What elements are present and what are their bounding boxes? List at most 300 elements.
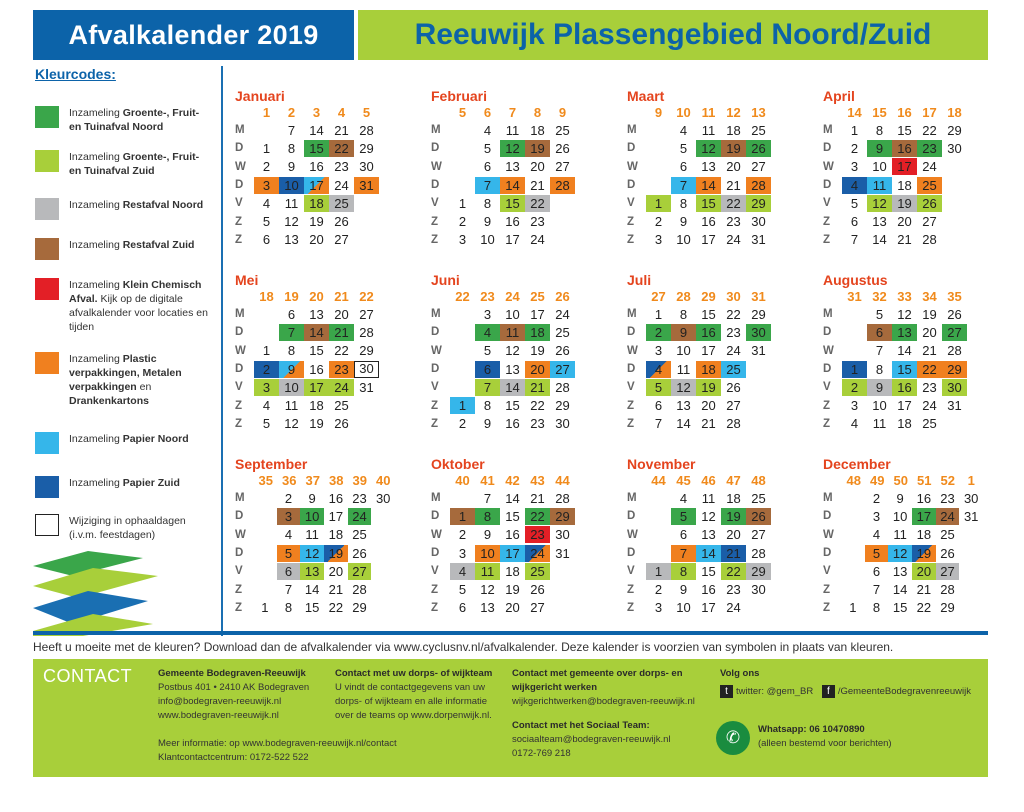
weekday-row [431,305,591,323]
day-cell: 22 [922,122,937,138]
day-cell: 25 [525,563,550,580]
weekday-label: D [627,363,636,376]
day-cell: 24 [555,306,570,322]
team-line-3: over de teams op www.dorpenwijk.nl. [335,710,492,721]
decorative-logo-waves [33,546,163,636]
day-cell: 2 [654,214,663,230]
day-cell [646,545,671,562]
day-cell: 18 [304,195,329,212]
weekday-label: W [235,344,246,357]
day-cell: 13 [892,324,917,341]
weekday-row [431,360,591,378]
day-cell [354,231,379,248]
day-cell: 13 [505,361,520,377]
day-cell: 19 [309,214,324,230]
day-cell [450,324,475,341]
day-cell [842,306,867,323]
region-title-text: Reeuwijk Plassengebied Noord/Zuid [414,18,932,51]
week-number: 22 [359,289,374,304]
day-cell: 16 [505,214,520,230]
twitter-icon: t [720,685,733,698]
weekday-row [627,526,787,544]
day-cell: 3 [254,379,279,396]
day-cell: 12 [867,195,892,212]
day-cell: 2 [458,527,467,543]
weekday-label: D [627,179,636,192]
day-cell: 6 [872,563,881,579]
month-name: Juni [431,272,460,288]
week-number: 51 [917,473,932,488]
day-cell: 23 [334,159,349,175]
day-cell: 19 [324,545,348,562]
week-number: 13 [751,105,766,120]
weekday-row [823,544,983,562]
weekday-row [823,599,983,617]
day-cell: 5 [850,195,859,211]
team-heading: Contact met uw dorps- of wijkteam [335,668,493,679]
day-cell: 11 [475,563,500,580]
weekday-row [823,378,983,396]
day-cell: 7 [671,177,696,194]
month-name: Mei [235,272,259,288]
weekday-label: Z [235,583,243,596]
day-cell: 27 [555,159,570,175]
day-cell: 10 [475,545,500,562]
day-cell: 27 [726,398,741,414]
weekday-label: Z [431,583,439,596]
weekday-row [627,323,787,341]
day-cell: 29 [942,361,967,378]
weekday-row [235,158,395,176]
weekday-label: D [235,510,244,523]
weekday-row [823,360,983,378]
weekday-row [431,415,591,433]
weekday-row [627,194,787,212]
day-cell: 15 [505,508,520,524]
day-cell: 15 [696,195,721,212]
week-number: 21 [334,289,349,304]
day-cell [746,415,771,432]
weekday-label: Z [627,399,635,412]
day-cell: 12 [888,545,912,562]
day-cell: 14 [892,582,908,598]
week-number: 6 [483,105,492,120]
weekday-row [235,489,395,507]
week-number: 33 [897,289,912,304]
day-cell [646,490,671,507]
day-cell: 4 [679,122,688,138]
day-cell: 27 [348,563,372,580]
day-cell: 21 [701,416,716,432]
day-cell: 20 [726,527,741,543]
weekday-row [235,415,395,433]
day-cell: 18 [696,361,721,378]
day-cell: 28 [751,545,766,561]
day-cell: 10 [676,343,691,359]
day-cell: 23 [329,361,354,378]
week-number: 48 [846,473,861,488]
day-cell: 13 [284,232,299,248]
day-cell: 17 [701,232,716,248]
day-cell: 2 [458,214,467,230]
weekday-label: W [823,344,834,357]
weekday-label: D [431,363,440,376]
day-cell: 1 [458,195,467,211]
weekday-row [823,212,983,230]
weekday-row [431,489,591,507]
weekday-label: Z [823,399,831,412]
month-name: December [823,456,891,472]
weekday-row [823,305,983,323]
day-cell: 26 [746,508,771,525]
day-cell: 7 [654,416,663,432]
month-januari [235,88,395,249]
contact-neighbourhood-work [512,667,695,761]
day-cell: 26 [555,343,570,359]
day-cell: 11 [676,361,691,377]
day-cell: 7 [284,582,293,598]
week-number: 35 [258,473,273,488]
weekday-label: D [823,510,832,523]
day-cell: 3 [850,159,859,175]
weekday-label: M [235,492,245,505]
weekday-label: Z [431,399,439,412]
day-cell: 5 [483,343,492,359]
month-name: Januari [235,88,285,104]
legend-label: Wijziging in ophaaldagen (i.v.m. feestdagen) [69,515,186,541]
day-cell: 20 [309,232,324,248]
day-cell [942,231,967,248]
weekday-row [823,580,983,598]
weekday-row [235,121,395,139]
day-cell: 19 [721,140,746,157]
legend-item [35,106,209,134]
legend-item [35,278,209,334]
weekday-label: D [823,363,832,376]
weekday-label: V [235,381,243,394]
weekday-row [823,176,983,194]
day-cell: 7 [671,545,696,562]
legend-label: Inzameling Groente-, Fruit- en Tuinafval Noord [69,107,200,133]
week-number: 18 [259,289,274,304]
day-cell: 25 [917,177,942,194]
weekday-row [823,139,983,157]
day-cell: 1 [849,600,857,616]
day-cell: 20 [505,600,520,616]
day-cell [746,397,771,414]
calendar-title [33,10,354,60]
weekday-row [823,526,983,544]
weekday-row [823,158,983,176]
day-cell: 23 [352,490,367,506]
weekday-label: D [431,142,440,155]
day-cell: 6 [262,232,271,248]
day-cell: 6 [679,527,688,543]
week-number: 41 [480,473,495,488]
day-cell: 30 [942,379,967,396]
weekday-label: V [235,197,243,210]
week-number: 34 [922,289,937,304]
day-cell: 8 [483,195,492,211]
day-cell: 31 [751,232,766,248]
day-cell: 21 [329,324,354,341]
day-cell: 17 [500,545,525,562]
day-cell: 24 [922,159,937,175]
day-cell [371,545,395,562]
weekday-label: Z [823,215,831,228]
day-cell [959,563,983,580]
day-cell: 6 [654,398,663,414]
day-cell: 5 [671,508,696,525]
weekday-label: M [823,308,833,321]
weekday-row [235,544,395,562]
weekday-label: Z [235,417,243,430]
weekday-label: D [823,142,832,155]
day-cell: 8 [287,343,296,359]
day-cell: 12 [701,508,716,524]
legend-label: Inzameling Klein Chemisch Afval. Kijk op de digitale afvalkalender voor locaties en tijden [69,279,208,333]
legend-item [35,514,209,542]
day-cell: 4 [872,527,881,543]
day-cell [646,140,671,157]
day-cell: 14 [872,232,887,248]
day-cell: 31 [963,508,979,524]
day-cell: 8 [679,306,688,322]
day-cell: 10 [676,232,691,248]
month-juni [431,272,591,433]
weekday-label: M [235,124,245,137]
social-team-email[interactable]: sociaalteam@bodegraven-reeuwijk.nl [512,734,671,745]
weekday-row [235,139,395,157]
day-cell: 10 [480,232,495,248]
day-cell: 26 [555,140,570,156]
day-cell: 24 [726,600,741,616]
social-team-heading: Contact met het Sociaal Team: [512,720,650,731]
week-number: 31 [847,289,862,304]
day-cell [550,231,575,248]
day-cell: 15 [309,343,324,359]
day-cell: 21 [530,177,545,193]
day-cell: 11 [500,324,525,341]
day-cell: 8 [875,361,884,377]
weekday-row [431,212,591,230]
municipality-email[interactable]: info@bodegraven-reeuwijk.nl [158,696,282,707]
day-cell: 1 [261,600,269,616]
day-cell: 22 [530,398,545,414]
day-cell: 4 [483,122,492,138]
day-cell: 23 [530,416,545,432]
day-cell: 6 [483,159,492,175]
weekday-row [431,526,591,544]
day-cell [842,342,867,359]
legend-item [35,352,209,408]
legend-swatch [35,106,59,128]
weekday-label: D [823,326,832,339]
weekday-label: Z [235,215,243,228]
day-cell: 20 [897,214,912,230]
day-cell: 29 [359,343,374,359]
week-number: 9 [558,105,567,120]
day-cell: 31 [555,545,570,561]
day-cell: 18 [726,490,741,506]
weekday-row [235,360,395,378]
day-cell: 25 [555,122,570,138]
weekday-row [627,305,787,323]
day-cell: 2 [262,159,271,175]
weekday-label: Z [235,233,243,246]
day-cell: 21 [721,545,746,562]
weekday-label: Z [627,233,635,246]
day-cell: 30 [746,324,771,341]
weekday-row [823,396,983,414]
day-cell: 28 [555,490,570,506]
day-cell [746,379,771,396]
day-cell: 27 [751,159,766,175]
month-april [823,88,983,249]
weekday-row [627,360,787,378]
day-cell: 7 [475,379,500,396]
day-cell: 1 [646,563,671,580]
day-cell [450,122,475,139]
day-cell [254,306,279,323]
week-number: 38 [329,473,344,488]
work-email[interactable]: wijkgerichtwerken@bodegraven-reeuwijk.nl [512,696,695,707]
weekday-row [627,139,787,157]
week-number: 18 [947,105,962,120]
day-cell [550,563,575,580]
day-cell: 26 [334,214,349,230]
day-cell: 12 [897,306,912,322]
day-cell: 30 [555,527,570,543]
day-cell: 19 [721,508,746,525]
day-cell: 15 [505,398,520,414]
day-cell: 24 [726,232,741,248]
day-cell [371,581,395,598]
weekday-label: Z [235,399,243,412]
day-cell [550,599,575,616]
week-number: 7 [508,105,517,120]
weekday-label: D [627,142,636,155]
facebook-icon: f [822,685,835,698]
facebook-page[interactable]: /GemeenteBodegravenreeuwijk [837,686,971,698]
day-cell: 20 [334,306,349,322]
weekday-label: W [627,160,638,173]
legend-label: Inzameling Papier Noord [69,433,189,445]
day-cell: 12 [300,545,324,562]
month-oktober [431,456,591,617]
week-number: 14 [847,105,862,120]
day-cell: 22 [721,195,746,212]
day-cell: 3 [458,232,467,248]
weekday-label: V [823,381,831,394]
day-cell: 4 [475,324,500,341]
day-cell: 29 [940,600,955,616]
week-numbers [254,288,395,305]
day-cell: 12 [500,140,525,157]
month-november [627,456,787,617]
day-cell [646,177,671,194]
day-cell: 29 [751,306,766,322]
legend-swatch [35,476,59,498]
month-name: November [627,456,696,472]
week-numbers [842,104,983,121]
day-cell: 31 [751,343,766,359]
day-cell [354,397,379,414]
day-cell: 25 [940,527,955,543]
municipality-website[interactable]: www.bodegraven-reeuwijk.nl [158,710,279,721]
day-cell: 1 [450,508,475,525]
day-cell: 14 [696,177,721,194]
day-cell: 12 [671,379,696,396]
day-cell: 24 [348,508,372,525]
week-numbers [450,472,591,489]
day-cell: 15 [701,306,716,322]
weekday-label: W [823,160,834,173]
day-cell [450,140,475,157]
day-cell: 9 [867,379,892,396]
week-number: 8 [533,105,542,120]
day-cell: 4 [850,416,859,432]
whatsapp-icon: ✆ [716,721,750,755]
day-cell [841,581,865,598]
legend-swatch [35,278,59,300]
day-cell: 27 [922,214,937,230]
day-cell: 24 [334,177,349,193]
calendar-title-text: Afvalkalender 2019 [68,19,319,50]
week-number: 30 [726,289,741,304]
day-cell: 22 [328,600,344,616]
day-cell: 2 [842,379,867,396]
week-numbers [450,288,591,305]
weekday-label: Z [823,601,831,614]
month-mei [235,272,395,433]
customer-service-phone: Klantcontactcentrum: 0172-522 522 [158,752,309,763]
weekday-label: W [235,528,246,541]
day-cell: 23 [726,582,741,598]
day-cell: 23 [726,214,741,230]
month-augustus [823,272,983,433]
day-cell [646,508,671,525]
day-cell: 21 [525,379,550,396]
weekday-row [627,599,787,617]
day-cell: 16 [309,159,324,175]
legend-item [35,238,209,260]
weekday-label: D [235,142,244,155]
day-cell: 13 [872,214,887,230]
day-cell: 5 [262,416,271,432]
weekday-label: D [235,547,244,560]
weekday-label: V [823,197,831,210]
day-cell: 18 [897,416,912,432]
weekday-label: W [627,344,638,357]
day-cell: 1 [850,122,859,138]
day-cell [841,490,865,507]
day-cell: 7 [872,582,881,598]
day-cell: 22 [334,343,349,359]
day-cell: 3 [872,508,881,524]
weekday-row [431,121,591,139]
twitter-handle[interactable]: twitter: @gem_BR [736,686,814,698]
day-cell: 7 [279,324,304,341]
weekday-row [431,194,591,212]
municipality-heading: Gemeente Bodegraven-Reeuwijk [158,668,306,679]
weekday-label: D [627,510,636,523]
day-cell: 24 [530,232,545,248]
day-cell [450,306,475,323]
day-cell: 22 [329,140,354,157]
day-cell: 6 [458,600,467,616]
weekday-row [235,526,395,544]
